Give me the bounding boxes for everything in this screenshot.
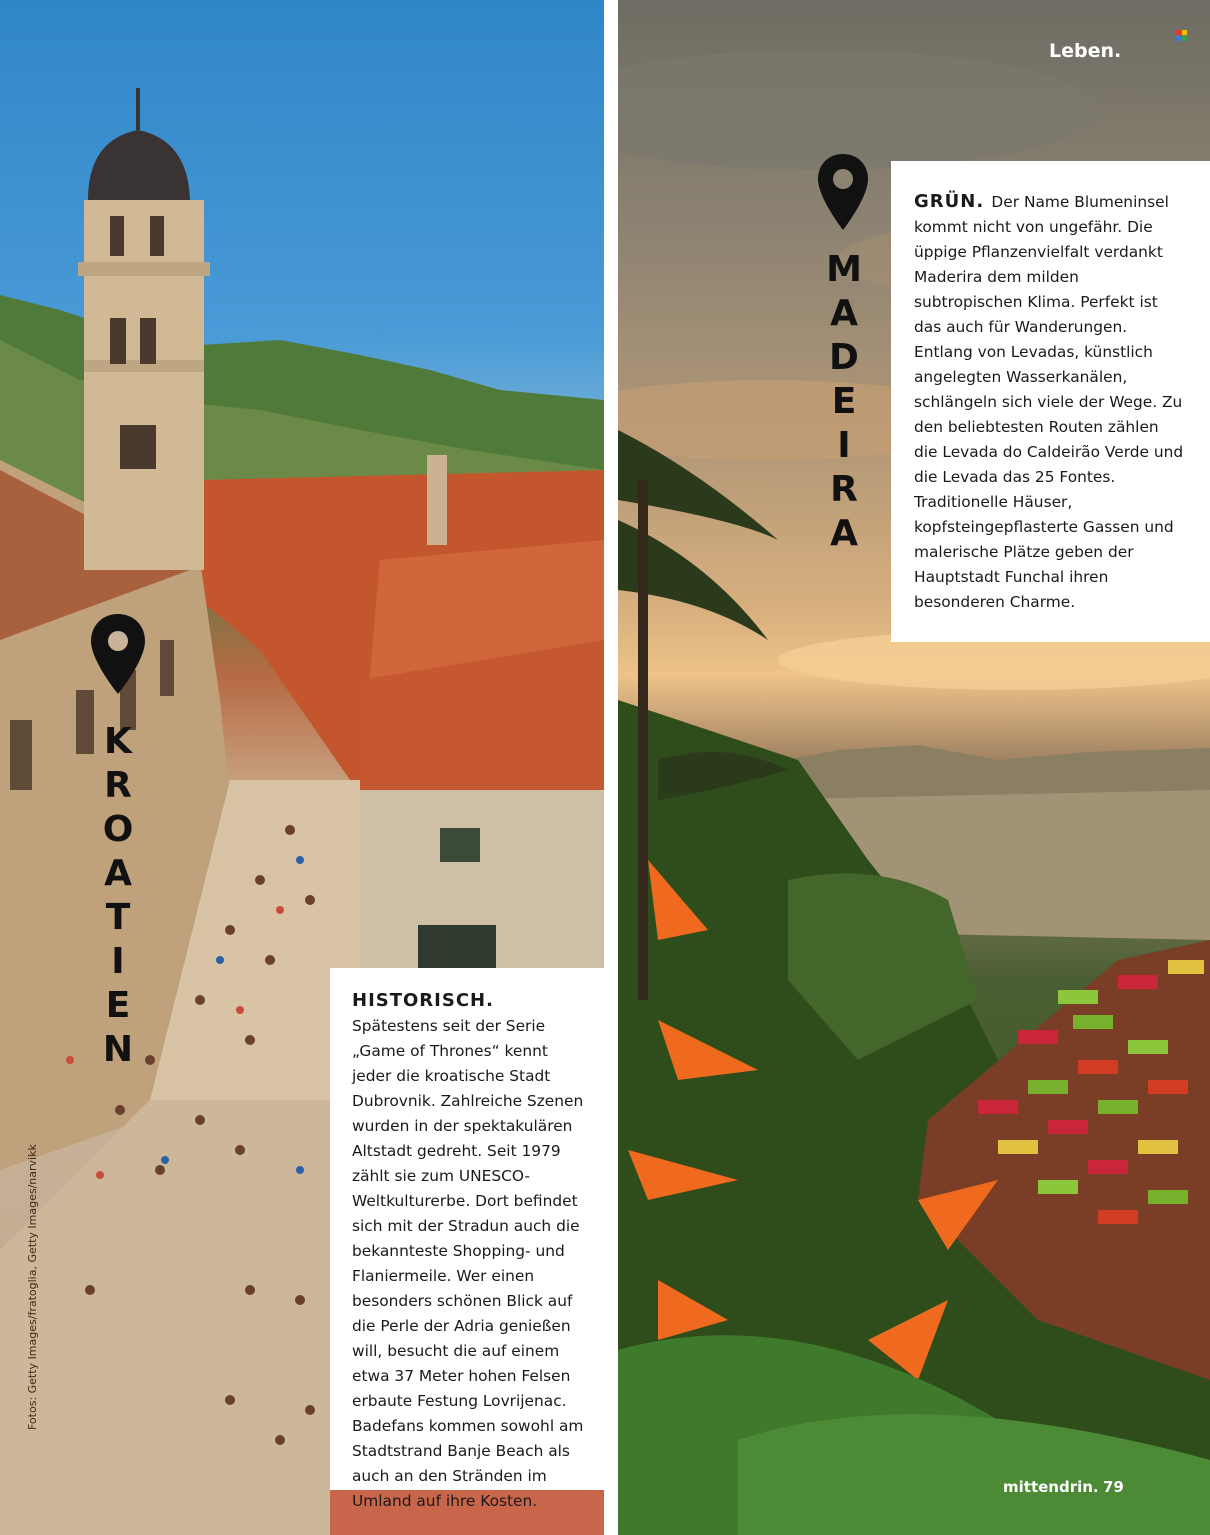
- title-letter: T: [105, 897, 131, 938]
- title-letter: R: [830, 469, 858, 510]
- logo-square: [1182, 30, 1187, 35]
- magazine-name: mittendrin.: [1003, 1478, 1099, 1496]
- lead-heading: HISTORISCH.: [352, 990, 494, 1011]
- section-label: Leben.: [1049, 40, 1122, 62]
- title-letter: K: [104, 721, 132, 762]
- map-pin-icon: [88, 612, 148, 696]
- kroatien-text-box: [330, 968, 604, 1510]
- brand-logo-icon: [1176, 30, 1188, 42]
- page-gutter: [604, 0, 618, 1535]
- article-body: Der Name Blumeninsel kommt nicht von ungefähr. Die üppige Pflanzenvielfalt verdankt Maderira dem milden subtropischen Klima. Perfekt ist das auch für Wanderungen. Entlang von Levadas, künstlich angelegten Wasserkanälen, schlängeln sich viele der Wege. Zu den beliebtesten Routen zählen die Levada do Caldeirão Verde und die Levada das 25 Fontes. Traditionelle Häuser, kopfsteingepflasterte Gassen und malerische Plätze geben der Hauptstadt Funchal ihren besonderen Charme.: [914, 193, 1184, 611]
- title-letter: A: [104, 853, 132, 894]
- title-letter: N: [102, 1029, 134, 1070]
- photo-credit: Fotos: Getty Images/fratoglia, Getty Images/narvikk: [26, 1144, 39, 1430]
- madeira-text-box: [891, 161, 1210, 642]
- title-letter: I: [837, 425, 851, 466]
- title-letter: O: [102, 809, 134, 850]
- logo-square: [1176, 36, 1181, 41]
- page-number: 79: [1103, 1478, 1124, 1496]
- title-letter: A: [830, 513, 858, 554]
- vertical-title-kroatien: [96, 720, 140, 1072]
- title-letter: M: [826, 249, 862, 290]
- title-letter: D: [829, 337, 859, 378]
- title-letter: E: [831, 381, 857, 422]
- title-letter: E: [105, 985, 131, 1026]
- title-letter: A: [830, 293, 858, 334]
- logo-square: [1176, 30, 1181, 35]
- title-letter: I: [111, 941, 125, 982]
- vertical-title-madeira: [822, 248, 866, 556]
- logo-square: [1182, 36, 1187, 41]
- title-letter: R: [104, 765, 132, 806]
- map-pin-icon: [815, 152, 871, 232]
- lead-heading: GRÜN.: [914, 191, 992, 212]
- article-body: Spätestens seit der Serie „Game of Thrones“ kennt jeder die kroatische Stadt Dubrovnik. Zahlreiche Szenen wurden in der spektakulären Altstadt gedreht. Seit 1979 zählt sie zum UNESCO-Weltkulturerbe. Dort befindet sich mit der Stradun auch die bekannteste Shopping- und Flaniermeile. Wer einen besonders schönen Blick auf die Perle der Adria genießen will, besucht die auf einem etwa 37 Meter hohen Felsen erbaute Festung Lovrijenac. Badefans kommen sowohl am Stadtstrand Banje Beach als auch an den Stränden im Umland auf ihre Kosten.: [352, 1017, 584, 1510]
